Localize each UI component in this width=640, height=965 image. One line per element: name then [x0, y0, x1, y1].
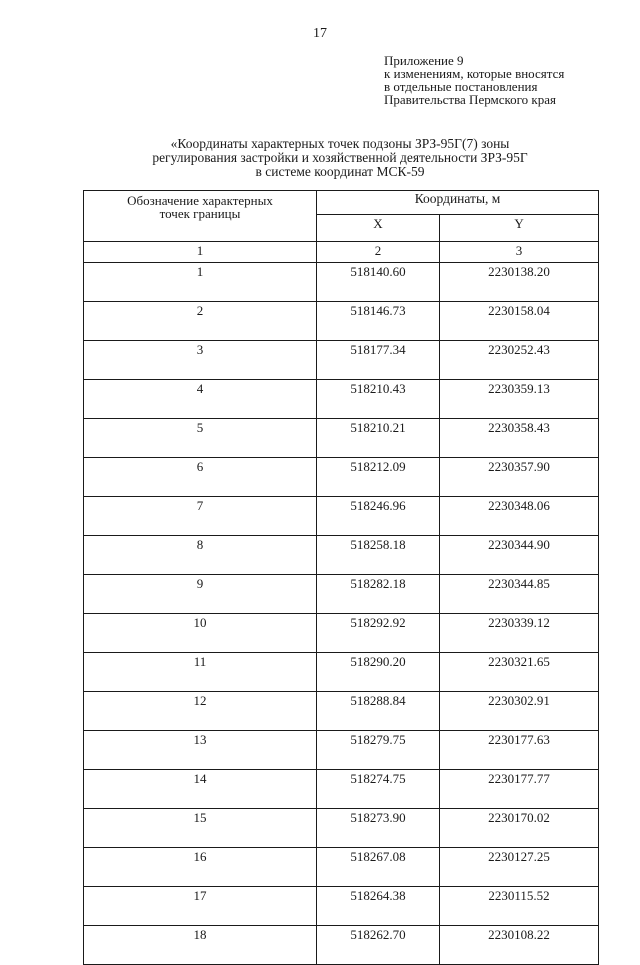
point-number-cell: 5	[84, 419, 317, 458]
point-number-cell: 7	[84, 497, 317, 536]
header-designation	[84, 191, 317, 242]
y-coordinate-cell: 2230344.90	[440, 536, 599, 575]
y-coordinate-cell: 2230115.52	[440, 887, 599, 926]
x-coordinate-cell: 518258.18	[317, 536, 440, 575]
column-number: 2	[317, 242, 440, 263]
column-number: 3	[440, 242, 599, 263]
y-coordinate-cell: 2230358.43	[440, 419, 599, 458]
table-row	[84, 887, 599, 926]
column-number-row	[84, 242, 599, 263]
table-row	[84, 380, 599, 419]
table-row	[84, 575, 599, 614]
point-number-cell: 11	[84, 653, 317, 692]
x-coordinate-cell: 518140.60	[317, 263, 440, 302]
x-coordinate-cell: 518273.90	[317, 809, 440, 848]
appendix-note	[384, 54, 624, 106]
table-row	[84, 731, 599, 770]
y-coordinate-cell: 2230252.43	[440, 341, 599, 380]
x-coordinate-cell: 518290.20	[317, 653, 440, 692]
point-number-cell: 8	[84, 536, 317, 575]
point-number-cell: 17	[84, 887, 317, 926]
y-coordinate-cell: 2230339.12	[440, 614, 599, 653]
x-coordinate-cell: 518267.08	[317, 848, 440, 887]
point-number-cell: 15	[84, 809, 317, 848]
x-coordinate-cell: 518246.96	[317, 497, 440, 536]
table-row	[84, 341, 599, 380]
x-coordinate-cell: 518264.38	[317, 887, 440, 926]
point-number-cell: 18	[84, 926, 317, 965]
y-coordinate-cell: 2230359.13	[440, 380, 599, 419]
table-row	[84, 458, 599, 497]
header-designation-line-1: Обозначение характерных	[127, 193, 273, 208]
x-coordinate-cell: 518292.92	[317, 614, 440, 653]
point-number-cell: 12	[84, 692, 317, 731]
header-y: Y	[440, 214, 599, 241]
x-coordinate-cell: 518288.84	[317, 692, 440, 731]
y-coordinate-cell: 2230177.77	[440, 770, 599, 809]
table-row	[84, 614, 599, 653]
page-number: 17	[313, 26, 327, 41]
point-number-cell: 16	[84, 848, 317, 887]
x-coordinate-cell: 518274.75	[317, 770, 440, 809]
y-coordinate-cell: 2230357.90	[440, 458, 599, 497]
point-number-cell: 3	[84, 341, 317, 380]
appendix-line-2: к изменениям, которые вносятся	[384, 66, 565, 81]
document-title	[80, 137, 600, 179]
y-coordinate-cell: 2230127.25	[440, 848, 599, 887]
point-number-cell: 14	[84, 770, 317, 809]
x-coordinate-cell: 518210.21	[317, 419, 440, 458]
appendix-line-1: Приложение 9	[384, 53, 464, 68]
appendix-line-3: в отдельные постановления	[384, 79, 538, 94]
table-row	[84, 497, 599, 536]
y-coordinate-cell: 2230138.20	[440, 263, 599, 302]
table-row	[84, 302, 599, 341]
appendix-line-4: Правительства Пермского края	[384, 92, 556, 107]
column-number: 1	[84, 242, 317, 263]
table-row	[84, 263, 599, 302]
x-coordinate-cell: 518262.70	[317, 926, 440, 965]
x-coordinate-cell: 518282.18	[317, 575, 440, 614]
y-coordinate-cell: 2230344.85	[440, 575, 599, 614]
point-number-cell: 2	[84, 302, 317, 341]
coordinates-table	[83, 190, 599, 965]
table-row	[84, 419, 599, 458]
table-row	[84, 770, 599, 809]
x-coordinate-cell: 518279.75	[317, 731, 440, 770]
table-row	[84, 692, 599, 731]
header-coordinates: Координаты, м	[317, 191, 599, 215]
x-coordinate-cell: 518210.43	[317, 380, 440, 419]
x-coordinate-cell: 518177.34	[317, 341, 440, 380]
header-x: X	[317, 214, 440, 241]
y-coordinate-cell: 2230321.65	[440, 653, 599, 692]
table-row	[84, 848, 599, 887]
point-number-cell: 6	[84, 458, 317, 497]
table-row	[84, 926, 599, 965]
point-number-cell: 9	[84, 575, 317, 614]
y-coordinate-cell: 2230348.06	[440, 497, 599, 536]
y-coordinate-cell: 2230158.04	[440, 302, 599, 341]
title-line-2: регулирования застройки и хозяйственной деятельности ЗРЗ-95Г	[152, 150, 528, 165]
header-designation-line-2: точек границы	[159, 206, 241, 221]
point-number-cell: 4	[84, 380, 317, 419]
point-number-cell: 1	[84, 263, 317, 302]
table-row	[84, 536, 599, 575]
point-number-cell: 10	[84, 614, 317, 653]
title-line-3: в системе координат МСК-59	[255, 164, 425, 179]
y-coordinate-cell: 2230302.91	[440, 692, 599, 731]
x-coordinate-cell: 518146.73	[317, 302, 440, 341]
y-coordinate-cell: 2230108.22	[440, 926, 599, 965]
title-line-1: «Координаты характерных точек подзоны ЗРЗ-95Г(7) зоны	[170, 136, 510, 151]
table-row	[84, 653, 599, 692]
y-coordinate-cell: 2230170.02	[440, 809, 599, 848]
point-number-cell: 13	[84, 731, 317, 770]
y-coordinate-cell: 2230177.63	[440, 731, 599, 770]
x-coordinate-cell: 518212.09	[317, 458, 440, 497]
table-row	[84, 809, 599, 848]
